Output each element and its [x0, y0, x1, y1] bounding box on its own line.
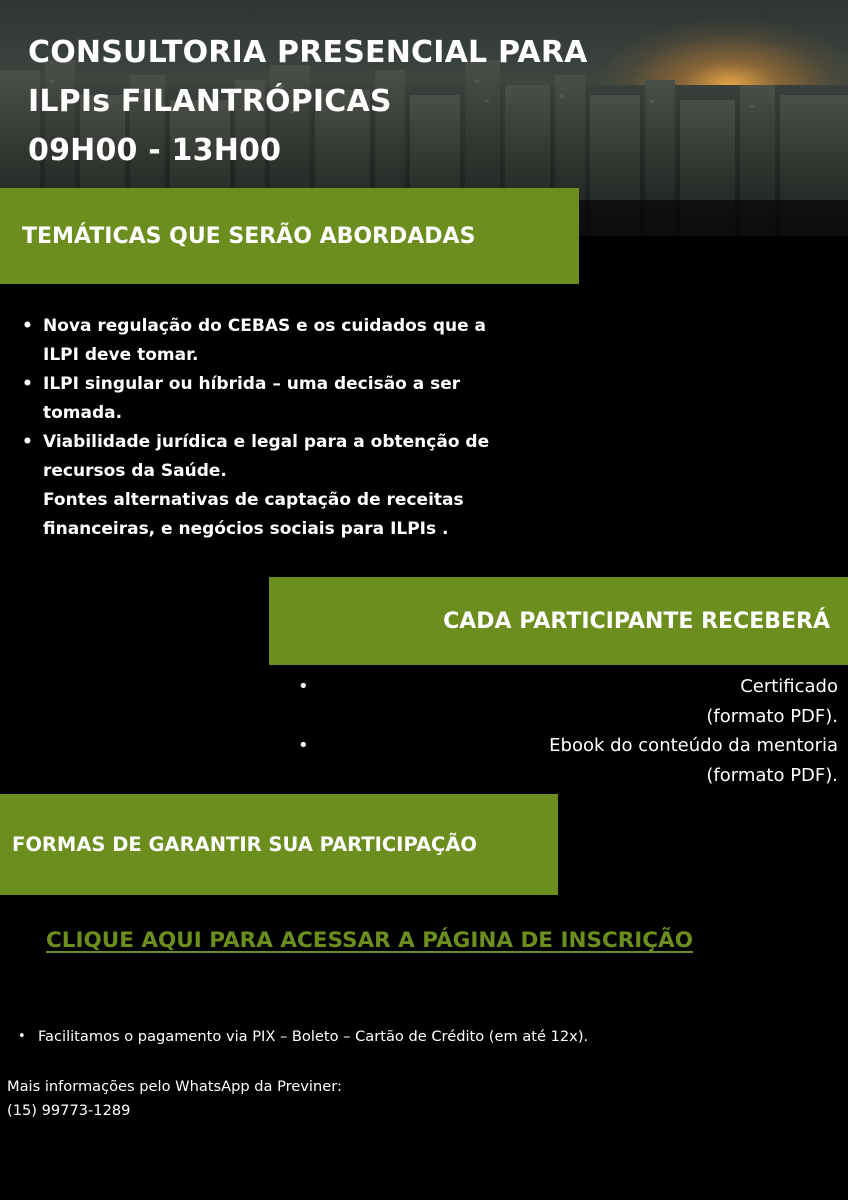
receive-item-certificado [298, 672, 838, 731]
payment-item [18, 1025, 588, 1049]
topic-item-cebas [20, 312, 565, 370]
bullet-icon: • [18, 1029, 26, 1044]
topic-item-viabilidade [20, 428, 565, 544]
forms-heading: FORMAS DE GARANTIR SUA PARTICIPAÇÃO [12, 833, 478, 856]
event-title [28, 28, 588, 175]
title-line-1: CONSULTORIA PRESENCIAL PARA [28, 35, 588, 70]
topic-line: Fontes alternativas de captação de receitas [43, 490, 464, 510]
receive-heading: CADA PARTICIPANTE RECEBERÁ [443, 608, 830, 634]
bullet-icon: • [298, 676, 309, 697]
receive-line: Ebook do conteúdo da mentoria [549, 735, 838, 756]
contact-info [7, 1075, 342, 1123]
topic-line: Viabilidade jurídica e legal para a obtenção de [43, 432, 490, 452]
title-line-3-time: 09H00 - 13H00 [28, 133, 282, 168]
whatsapp-phone: (15) 99773-1289 [7, 1102, 131, 1119]
topic-line: ILPI deve tomar. [43, 345, 199, 365]
bullet-icon: • [22, 374, 33, 394]
topics-list [20, 312, 565, 544]
receive-list [298, 672, 838, 790]
bullet-icon: • [298, 735, 309, 756]
topic-line: financeiras, e negócios sociais para ILPIs . [43, 519, 449, 539]
topics-heading-banner [0, 188, 579, 284]
forms-heading-banner [0, 794, 558, 895]
topic-line: Nova regulação do CEBAS e os cuidados que a [43, 316, 487, 336]
payment-list [18, 1025, 588, 1049]
topic-line: ILPI singular ou híbrida – uma decisão a ser [43, 374, 461, 394]
bullet-icon: • [22, 316, 33, 336]
receive-line: (formato PDF). [706, 705, 838, 727]
receive-line: Certificado [740, 676, 838, 697]
receive-item-ebook [298, 731, 838, 790]
topic-item-ilpi-singular [20, 370, 565, 428]
contact-line: Mais informações pelo WhatsApp da Previner: [7, 1078, 342, 1095]
topics-heading: TEMÁTICAS QUE SERÃO ABORDADAS [22, 223, 476, 249]
topic-line: recursos da Saúde. [43, 461, 227, 481]
topic-line: tomada. [43, 403, 123, 423]
receive-line: (formato PDF). [706, 764, 838, 786]
title-line-2: ILPIs FILANTRÓPICAS [28, 84, 392, 119]
payment-text: Facilitamos o pagamento via PIX – Boleto – Cartão de Crédito (em até 12x). [38, 1028, 589, 1045]
bullet-icon: • [22, 432, 33, 452]
registration-page-link[interactable]: CLIQUE AQUI PARA ACESSAR A PÁGINA DE INSCRIÇÃO [46, 928, 693, 953]
receive-heading-banner [269, 577, 848, 665]
